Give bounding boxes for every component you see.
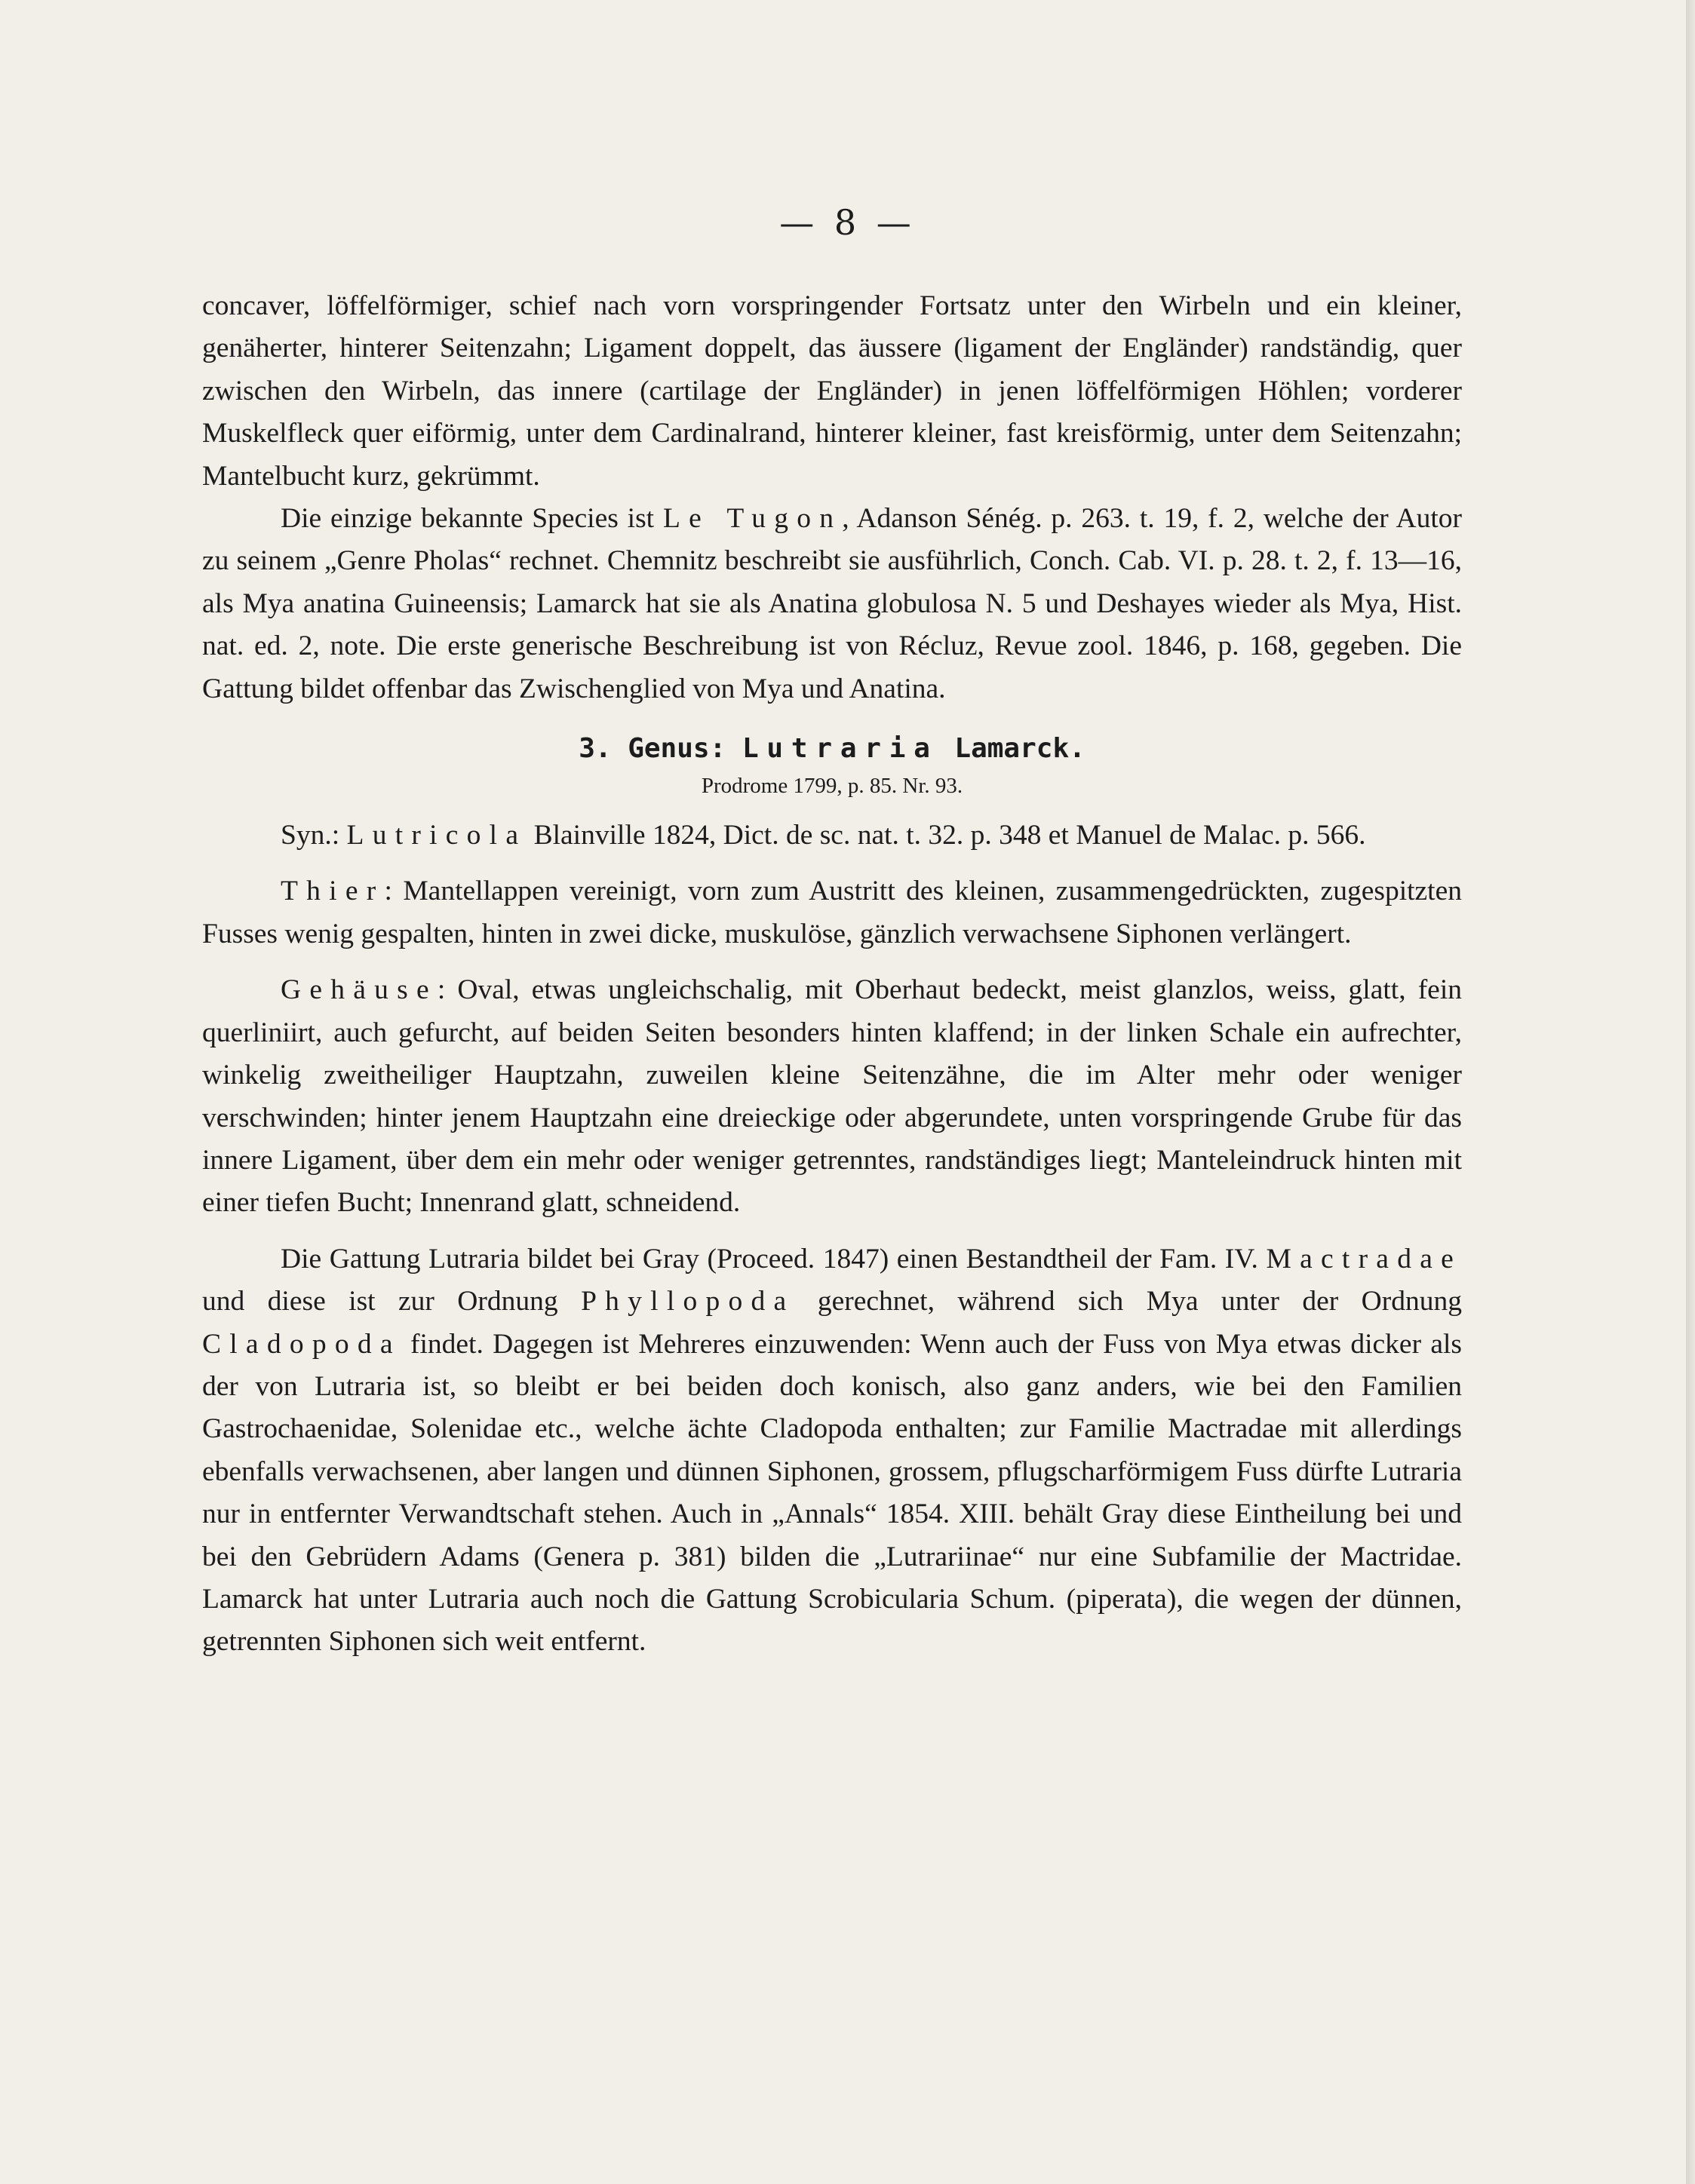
paragraph-gehaeuse xyxy=(202,969,1462,1224)
paragraph-gap xyxy=(202,857,1462,870)
paragraph-text: findet. Dagegen ist Mehreres einzuwenden: Wenn auch der Fuss von Mya etwas dicker als der von Lutraria ist, so bleibt er bei beiden doch konisch, also ganz anders, wie bei den Familien Gastrochaenidae, Solenidae etc., welche ächte Cladopoda enthalten; zur Familie Mactradae mit allerdings ebenfalls verwachsenen, aber langen und dünnen Siphonen, grossem, pflugscharförmigem Fuss dürfte Lutraria nur in entfernter Verwandtschaft stehen. Auch in „Annals“ 1854. XIII. behält Gray diese Eintheilung bei und bei den Gebrüdern Adams (Genera p. 381) bilden die „Lutrariinae“ nur eine Subfamilie der Mactridae. Lamarck hat unter Lutraria auch noch die Gattung Scrobicularia Schum. (piperata), die wegen der dünnen, getrennten Siphonen sich weit entfernt. xyxy=(202,1328,1462,1658)
page-body xyxy=(202,285,1462,1664)
paragraph-thier xyxy=(202,870,1462,956)
paragraph-species xyxy=(202,498,1462,710)
order-name-cladopoda: Cladopoda xyxy=(202,1328,401,1360)
paragraph-text: : Oval, etwas ungleichschalig, mit Oberhaut bedeckt, meist glanzlos, weiss, glatt, fein querliniirt, auch gefurcht, auf beiden Seiten besonders hinten klaffend; in der linken Schale ein aufrechter, winkelig zweitheiliger Hauptzahn, zuweilen kleine Seitenzähne, die im Alter mehr oder weniger verschwinden; hinter jenem Hauptzahn eine dreieckige oder abgerundete, unten vorspringende Grube für das innere Ligament, über dem ein mehr oder weniger getrenntes, randständiges liegt; Manteleindruck hinten mit einer tiefen Bucht; Innenrand glatt, schneidend. xyxy=(202,974,1462,1219)
paragraph-text: Blainville 1824, Dict. de sc. nat. t. 32. p. 348 et Manuel de Malac. p. 566. xyxy=(527,820,1366,851)
prodrome-reference: Prodrome 1799, p. 85. Nr. 93. xyxy=(701,774,963,799)
genus-heading xyxy=(202,729,1462,769)
species-name: Le Tugon xyxy=(662,503,843,535)
paragraph-text: und diese ist zur Ordnung xyxy=(202,1286,582,1317)
paragraph-text: : Mantellappen vereinigt, vorn zum Austritt des kleinen, zusammengedrückten, zugespitzten Fusses wenig gespalten, hinten in zwei dicke, muskulöse, gänzlich verwachsene Siphonen verlängert. xyxy=(202,876,1462,949)
order-name-phyllopoda: Phyllopoda xyxy=(581,1286,795,1317)
genus-prefix: 3. Genus: xyxy=(579,733,742,765)
genus-name: Lutraria xyxy=(742,733,938,765)
paragraph-synonym xyxy=(202,814,1462,857)
page-edge xyxy=(1686,0,1695,2184)
paragraph-gap xyxy=(202,1225,1462,1238)
page-number: — 8 — xyxy=(779,202,916,243)
section-label-gehaeuse: Gehäuse xyxy=(281,974,438,1006)
genus-author: Lamarck. xyxy=(938,733,1085,765)
paragraph-text: Die einzige bekannte Species ist xyxy=(281,503,663,535)
paragraph-text: , Adanson Sénég. p. 263. t. 19, f. 2, welche der Autor zu seinem „Genre Pholas“ rechnet. Chemnitz beschreibt sie ausführlich, Conch. Cab. VI. p. 28. t. 2, f. 13—16, als Mya anatina Guineensis; Lamarck hat sie als Anatina globulosa N. 5 und Deshayes wieder als Mya, Hist. nat. ed. 2, note. Die erste generische Beschreibung ist von Récluz, Revue zool. 1846, p. 168, gegeben. Die Gattung bildet offenbar das Zwischenglied von Mya und Anatina. xyxy=(202,503,1462,704)
paragraph-text: concaver, löffelförmiger, schief nach vorn vorspringender Fortsatz unter den Wirbeln und ein kleiner, genäherter, hinterer Seitenzahn; Ligament doppelt, das äussere (ligament der Engländer) randständig, quer zwischen den Wirbeln, das innere (cartilage der Engländer) in jenen löffelförmigen Höhlen; vorderer Muskelfleck quer eiförmig, unter dem Cardinalrand, hinterer kleiner, fast kreisförmig, unter dem Seitenzahn; Mantelbucht kurz, gekrümmt. xyxy=(202,290,1462,492)
section-label-thier: Thier xyxy=(281,876,385,907)
synonym-name: Lutricola xyxy=(346,820,527,851)
family-name: Mactradae xyxy=(1266,1243,1462,1275)
paragraph-gap xyxy=(202,956,1462,969)
paragraph-continuation xyxy=(202,285,1462,498)
paragraph-classification xyxy=(202,1238,1462,1664)
paragraph-text: Die Gattung Lutraria bildet bei Gray (Proceed. 1847) einen Bestandtheil der Fam. IV. xyxy=(281,1243,1267,1275)
synonym-label: Syn.: xyxy=(281,820,347,851)
paragraph-text: gerechnet, während sich Mya unter der Ordnung xyxy=(794,1286,1462,1317)
